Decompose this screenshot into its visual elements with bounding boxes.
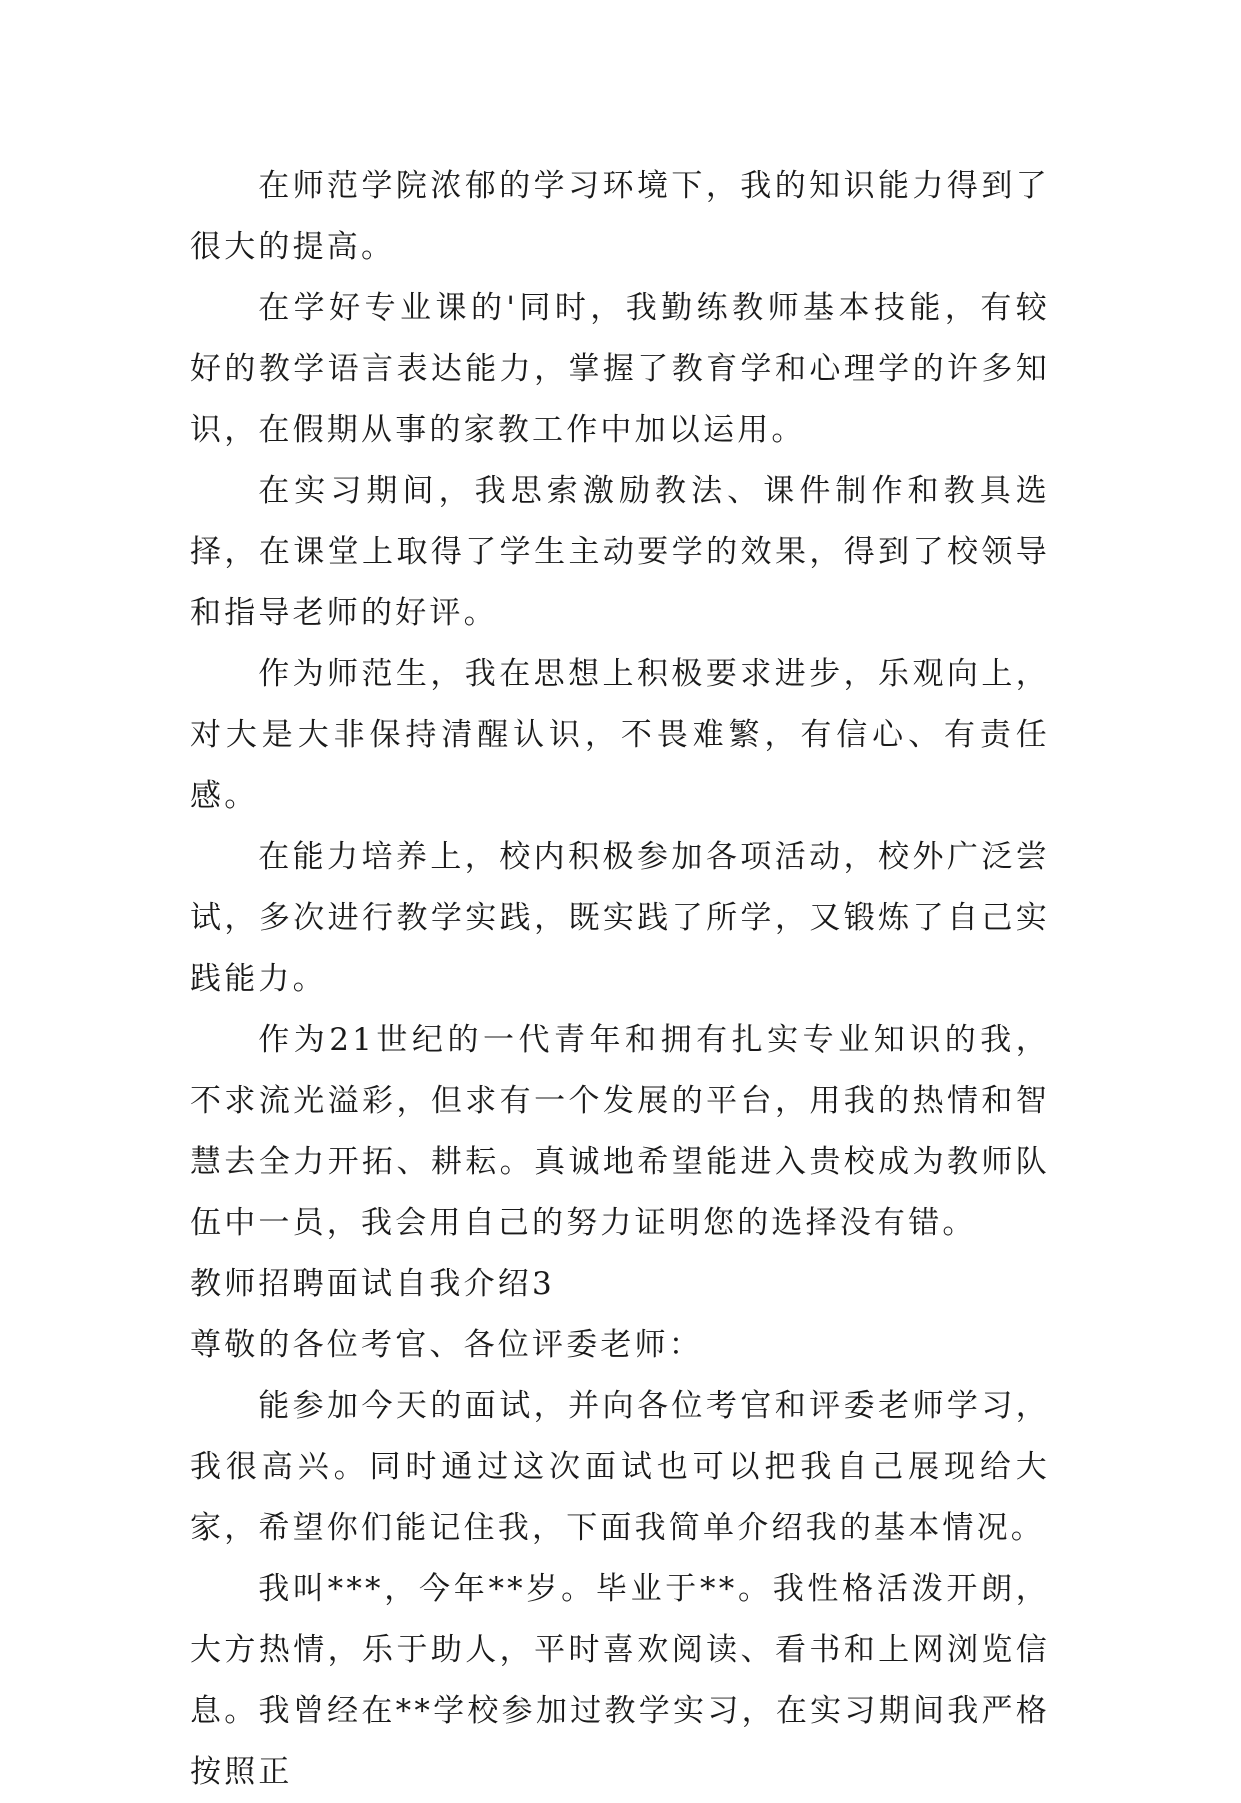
- paragraph: 在能力培养上，校内积极参加各项活动，校外广泛尝试，多次进行教学实践，既实践了所学，又锻炼了自己实践能力。: [190, 839, 1050, 997]
- paragraph: 作为21世纪的一代青年和拥有扎实专业知识的我，不求流光溢彩，但求有一个发展的平台，用我的热情和智慧去全力开拓、耕耘。真诚地希望能进入贵校成为教师队伍中一员，我会用自己的努力证明您的选择没有错。: [190, 1022, 1050, 1241]
- paragraph: 作为师范生，我在思想上积极要求进步，乐观向上，对大是大非保持清醒认识，不畏难繁，有信心、有责任感。: [190, 656, 1050, 814]
- document-body: [190, 156, 1050, 1803]
- paragraph: 我叫***，今年**岁。毕业于**。我性格活泼开朗，大方热情，乐于助人，平时喜欢阅读、看书和上网浏览信息。我曾经在**学校参加过教学实习，在实习期间我严格按照正: [190, 1571, 1050, 1790]
- section-heading: 教师招聘面试自我介绍3: [190, 1266, 555, 1302]
- paragraph: 在师范学院浓郁的学习环境下，我的知识能力得到了很大的提高。: [190, 168, 1050, 265]
- paragraph: 在学好专业课的'同时，我勤练教师基本技能，有较好的教学语言表达能力，掌握了教育学和心理学的许多知识，在假期从事的家教工作中加以运用。: [190, 290, 1050, 448]
- salutation: 尊敬的各位考官、各位评委老师：: [190, 1327, 703, 1363]
- paragraph: 在实习期间，我思索激励教法、课件制作和教具选择，在课堂上取得了学生主动要学的效果，得到了校领导和指导老师的好评。: [190, 473, 1050, 631]
- paragraph: 能参加今天的面试，并向各位考官和评委老师学习，我很高兴。同时通过这次面试也可以把我自己展现给大家，希望你们能记住我，下面我简单介绍我的基本情况。: [190, 1388, 1050, 1546]
